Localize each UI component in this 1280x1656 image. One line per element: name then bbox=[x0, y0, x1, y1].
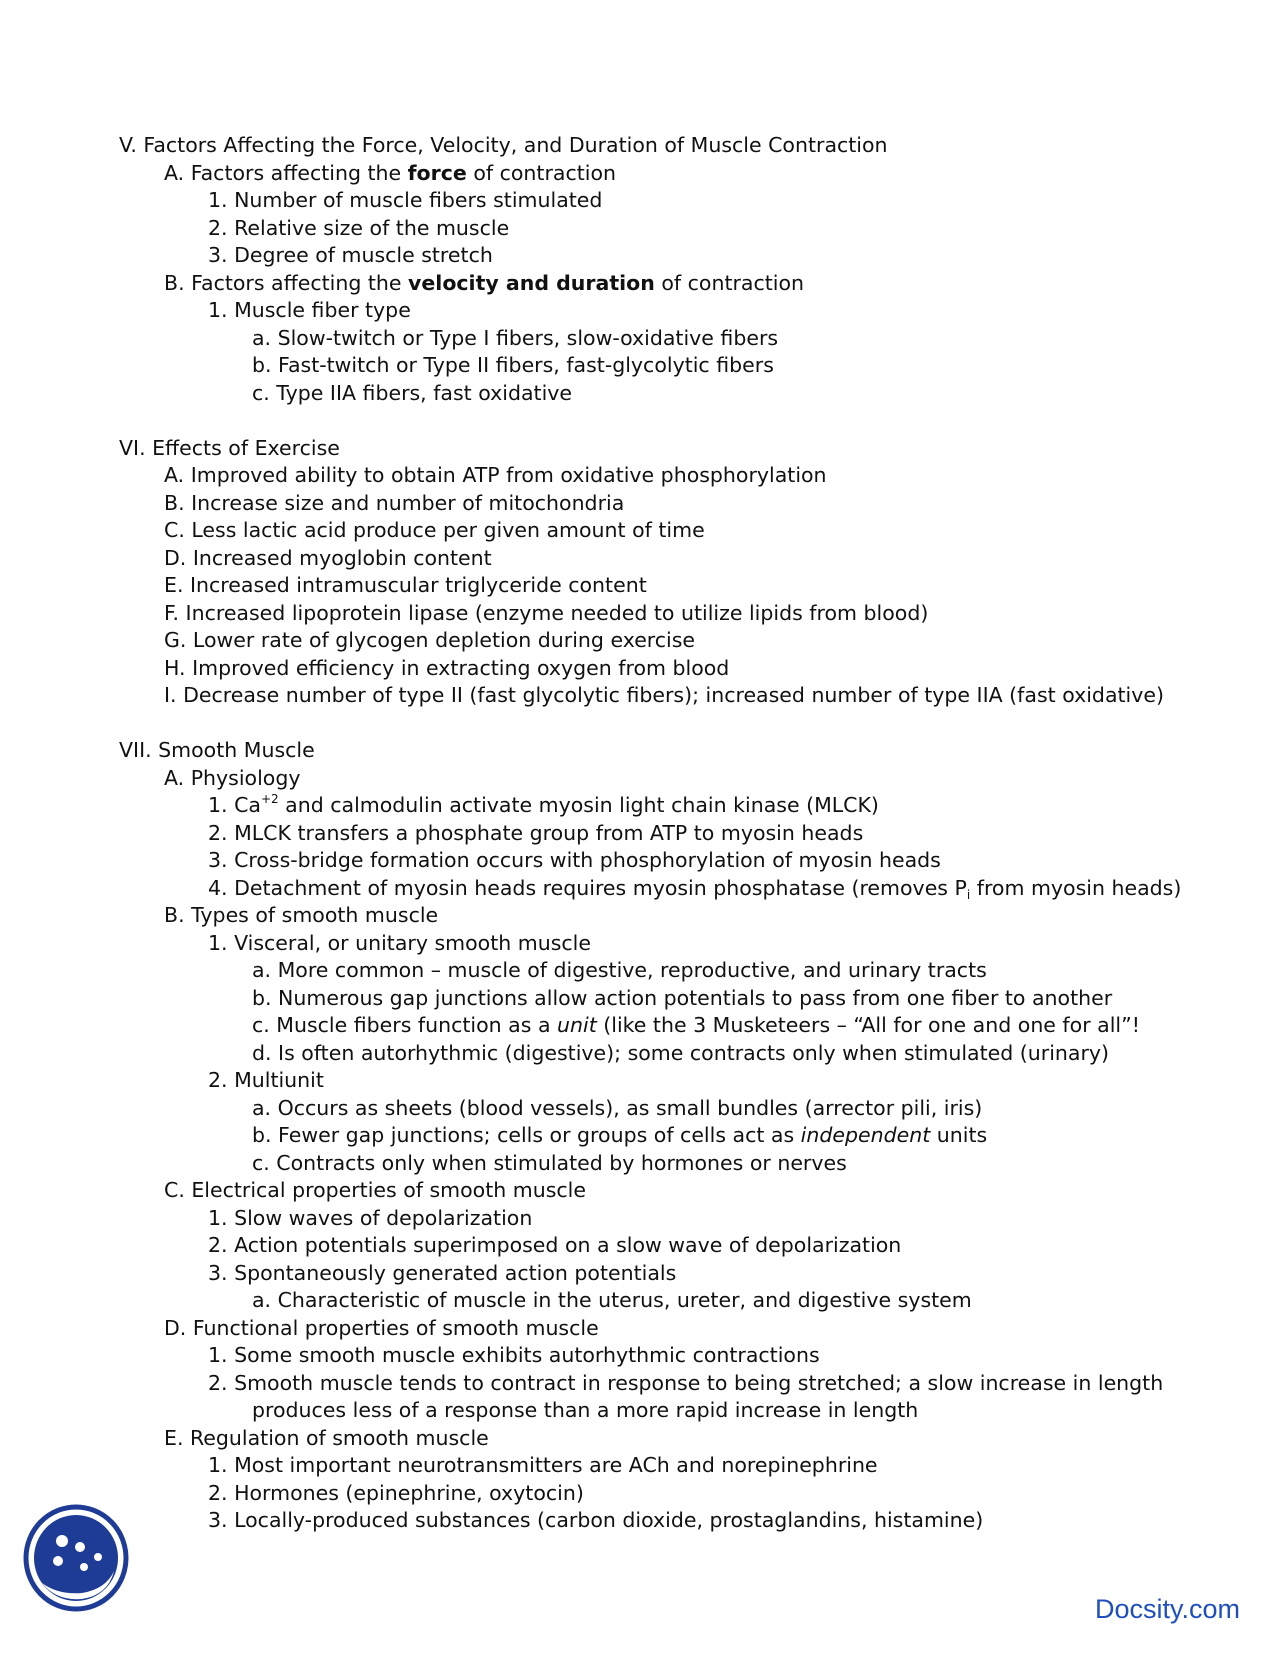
text-run: of contraction bbox=[654, 270, 805, 295]
text-run: and calmodulin activate myosin light chain kinase (MLCK) bbox=[278, 793, 879, 817]
superscript: +2 bbox=[260, 792, 279, 806]
outline-item bbox=[0, 1122, 1280, 1150]
text-run: 4. Detachment of myosin heads requires myosin phosphatase (removes P bbox=[208, 875, 967, 900]
bold-text: velocity and duration bbox=[408, 270, 655, 295]
text-run: (like the 3 Musketeers – “All for one and one for all”! bbox=[596, 1013, 1140, 1037]
outline-item: A. Physiology bbox=[164, 765, 301, 790]
outline-item: 3. Locally-produced substances (carbon dioxide, prostaglandins, histamine) bbox=[208, 1508, 984, 1532]
outline-item: D. Functional properties of smooth muscle bbox=[164, 1315, 599, 1340]
bold-text: force bbox=[407, 160, 467, 185]
outline-item: b. Fast-twitch or Type II fibers, fast-glycolytic fibers bbox=[252, 353, 774, 377]
text-run: from myosin heads) bbox=[970, 875, 1182, 900]
outline-item: 1. Most important neurotransmitters are ACh and norepinephrine bbox=[208, 1453, 878, 1477]
section-spacer bbox=[0, 407, 1280, 435]
text-run: B. Factors affecting the bbox=[164, 270, 409, 295]
outline-item: F. Increased lipoprotein lipase (enzyme needed to utilize lipids from blood) bbox=[164, 600, 929, 625]
outline-item: H. Improved efficiency in extracting oxygen from blood bbox=[164, 655, 730, 680]
outline-item: 2. Hormones (epinephrine, oxytocin) bbox=[208, 1480, 584, 1505]
outline-item: 3. Degree of muscle stretch bbox=[208, 243, 493, 267]
text-run: of contraction bbox=[466, 160, 616, 185]
outline-item: 2. MLCK transfers a phosphate group from ATP to myosin heads bbox=[208, 820, 864, 845]
outline-item bbox=[0, 1012, 1280, 1040]
outline-item: D. Increased myoglobin content bbox=[164, 545, 492, 570]
outline-item: d. Is often autorhythmic (digestive); some contracts only when stimulated (urinary) bbox=[252, 1040, 1110, 1065]
outline-item: 1. Muscle fiber type bbox=[208, 298, 411, 322]
subscript: i bbox=[966, 887, 971, 902]
docsity-logo-icon[interactable] bbox=[22, 1503, 130, 1613]
outline-item: 1. Slow waves of depolarization bbox=[208, 1205, 533, 1230]
outline-item bbox=[0, 792, 1280, 820]
text-run: units bbox=[930, 1123, 988, 1147]
outline-item: E. Increased intramuscular triglyceride content bbox=[164, 573, 647, 597]
outline-item: a. Characteristic of muscle in the uterus, ureter, and digestive system bbox=[252, 1288, 972, 1312]
outline-item: B. Increase size and number of mitochondria bbox=[164, 490, 625, 515]
outline-item: a. Occurs as sheets (blood vessels), as small bundles (arrector pili, iris) bbox=[252, 1095, 983, 1120]
section-heading: V. Factors Affecting the Force, Velocity, and Duration of Muscle Contraction bbox=[119, 133, 888, 157]
outline-item: 3. Spontaneously generated action potentials bbox=[208, 1260, 677, 1285]
outline-item bbox=[0, 270, 1280, 298]
outline-item bbox=[0, 875, 1280, 903]
section-heading: VII. Smooth Muscle bbox=[119, 738, 315, 762]
outline-item: C. Electrical properties of smooth muscle bbox=[164, 1178, 586, 1202]
outline-item: c. Contracts only when stimulated by hormones or nerves bbox=[252, 1150, 847, 1175]
outline-item: A. Improved ability to obtain ATP from oxidative phosphorylation bbox=[164, 463, 827, 487]
italic-text: unit bbox=[557, 1013, 597, 1037]
text-run: A. Factors affecting the bbox=[164, 160, 408, 185]
outline-item: 2. Smooth muscle tends to contract in response to being stretched; a slow increase in length bbox=[208, 1370, 1164, 1395]
outline-item: E. Regulation of smooth muscle bbox=[164, 1425, 489, 1450]
docsity-brand-link[interactable]: Docsity.com bbox=[1095, 1594, 1241, 1624]
section-heading: VI. Effects of Exercise bbox=[119, 435, 340, 460]
outline-item: 2. Action potentials superimposed on a slow wave of depolarization bbox=[208, 1233, 902, 1257]
outline-item: 3. Cross-bridge formation occurs with phosphorylation of myosin heads bbox=[208, 848, 941, 872]
outline-item: 1. Number of muscle fibers stimulated bbox=[208, 188, 603, 212]
outline-item: B. Types of smooth muscle bbox=[164, 903, 439, 927]
outline-item: 1. Visceral, or unitary smooth muscle bbox=[208, 930, 591, 955]
outline-item: produces less of a response than a more rapid increase in length bbox=[252, 1398, 919, 1422]
outline-item: 1. Some smooth muscle exhibits autorhythmic contractions bbox=[208, 1343, 820, 1367]
text-run: b. Fewer gap junctions; cells or groups of cells act as bbox=[252, 1123, 801, 1147]
outline-item: I. Decrease number of type II (fast glycolytic fibers); increased number of type IIA (fast oxidative) bbox=[164, 683, 1164, 707]
outline-item: G. Lower rate of glycogen depletion during exercise bbox=[164, 628, 696, 652]
outline-item: 2. Relative size of the muscle bbox=[208, 215, 510, 240]
italic-text: independent bbox=[800, 1123, 931, 1147]
outline-item: a. Slow-twitch or Type I fibers, slow-oxidative fibers bbox=[252, 325, 779, 350]
section-spacer bbox=[0, 710, 1280, 738]
text-run: 1. Ca bbox=[208, 793, 261, 817]
outline-item bbox=[0, 160, 1280, 188]
outline-item: 2. Multiunit bbox=[208, 1068, 324, 1092]
outline-item: b. Numerous gap junctions allow action potentials to pass from one fiber to another bbox=[252, 985, 1113, 1010]
outline-item: a. More common – muscle of digestive, reproductive, and urinary tracts bbox=[252, 958, 987, 982]
text-run: c. Muscle fibers function as a bbox=[252, 1013, 558, 1037]
outline-item: C. Less lactic acid produce per given amount of time bbox=[164, 518, 705, 542]
document-body bbox=[0, 132, 1280, 1535]
outline-item: c. Type IIA fibers, fast oxidative bbox=[252, 380, 573, 405]
